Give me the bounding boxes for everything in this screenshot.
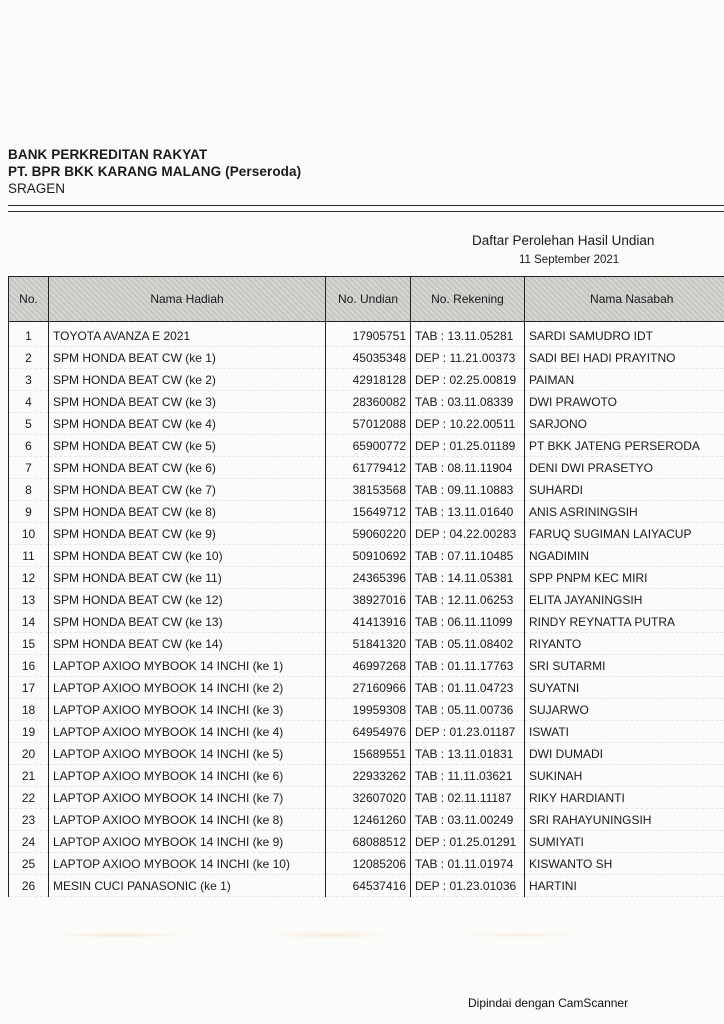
cell-nama-hadiah: SPM HONDA BEAT CW (ke 5) xyxy=(49,435,326,457)
table-row xyxy=(9,457,724,479)
cell-no-rekening: TAB : 02.11.11187 xyxy=(411,787,525,809)
cell-no-rekening: TAB : 09.11.10883 xyxy=(411,479,525,501)
cell-no: 1 xyxy=(9,322,49,347)
cell-nama-nasabah: SUMIYATI xyxy=(525,831,724,853)
cell-no: 3 xyxy=(9,369,49,391)
table-row xyxy=(9,611,724,633)
cell-nama-nasabah: NGADIMIN xyxy=(525,545,724,567)
cell-no-rekening: TAB : 13.11.05281 xyxy=(411,322,525,347)
header-rule-bottom xyxy=(8,211,724,212)
cell-no-undian: 59060220 xyxy=(326,523,411,545)
table-body xyxy=(9,322,724,897)
cell-nama-hadiah: LAPTOP AXIOO MYBOOK 14 INCHI (ke 5) xyxy=(49,743,326,765)
cell-nama-hadiah: SPM HONDA BEAT CW (ke 9) xyxy=(49,523,326,545)
header-nama-hadiah: Nama Hadiah xyxy=(49,277,326,322)
cell-nama-hadiah: LAPTOP AXIOO MYBOOK 14 INCHI (ke 10) xyxy=(49,853,326,875)
cell-nama-hadiah: TOYOTA AVANZA E 2021 xyxy=(49,322,326,347)
cell-no-rekening: TAB : 05.11.00736 xyxy=(411,699,525,721)
cell-nama-hadiah: SPM HONDA BEAT CW (ke 13) xyxy=(49,611,326,633)
cell-no: 18 xyxy=(9,699,49,721)
cell-no-rekening: TAB : 01.11.17763 xyxy=(411,655,525,677)
table-row xyxy=(9,589,724,611)
cell-no: 25 xyxy=(9,853,49,875)
cell-nama-hadiah: SPM HONDA BEAT CW (ke 2) xyxy=(49,369,326,391)
table-row xyxy=(9,831,724,853)
cell-no-rekening: TAB : 05.11.08402 xyxy=(411,633,525,655)
cell-no-undian: 19959308 xyxy=(326,699,411,721)
cell-nama-hadiah: MESIN CUCI PANASONIC (ke 1) xyxy=(49,875,326,897)
table-row xyxy=(9,413,724,435)
cell-no-rekening: TAB : 01.11.04723 xyxy=(411,677,525,699)
cell-no-undian: 64954976 xyxy=(326,721,411,743)
cell-no-undian: 12085206 xyxy=(326,853,411,875)
cell-no-undian: 28360082 xyxy=(326,391,411,413)
cell-no: 20 xyxy=(9,743,49,765)
cell-no-rekening: TAB : 12.11.06253 xyxy=(411,589,525,611)
cell-nama-nasabah: ISWATI xyxy=(525,721,724,743)
cell-no: 26 xyxy=(9,875,49,897)
cell-nama-nasabah: ANIS ASRININGSIH xyxy=(525,501,724,523)
cell-no: 13 xyxy=(9,589,49,611)
cell-no-undian: 64537416 xyxy=(326,875,411,897)
cell-no-rekening: DEP : 01.25.01189 xyxy=(411,435,525,457)
cell-nama-hadiah: LAPTOP AXIOO MYBOOK 14 INCHI (ke 8) xyxy=(49,809,326,831)
cell-no-undian: 27160966 xyxy=(326,677,411,699)
cell-nama-nasabah: SRI RAHAYUNINGSIH xyxy=(525,809,724,831)
cell-nama-hadiah: SPM HONDA BEAT CW (ke 12) xyxy=(49,589,326,611)
cell-nama-hadiah: SPM HONDA BEAT CW (ke 7) xyxy=(49,479,326,501)
cell-no: 15 xyxy=(9,633,49,655)
cell-no: 24 xyxy=(9,831,49,853)
table-row xyxy=(9,765,724,787)
table-row xyxy=(9,523,724,545)
cell-no: 12 xyxy=(9,567,49,589)
cell-nama-hadiah: SPM HONDA BEAT CW (ke 6) xyxy=(49,457,326,479)
table-row xyxy=(9,479,724,501)
camscanner-watermark: Dipindai dengan CamScanner xyxy=(468,996,629,1010)
document-date: 11 September 2021 xyxy=(519,254,620,266)
cell-nama-nasabah: PAIMAN xyxy=(525,369,724,391)
header-nama-nasabah: Nama Nasabah xyxy=(525,277,724,322)
cell-no: 2 xyxy=(9,347,49,369)
bank-type: BANK PERKREDITAN RAKYAT xyxy=(8,147,208,162)
cell-no: 5 xyxy=(9,413,49,435)
table-row xyxy=(9,743,724,765)
cell-no-undian: 50910692 xyxy=(326,545,411,567)
cell-nama-nasabah: RIYANTO xyxy=(525,633,724,655)
cell-no-rekening: TAB : 03.11.00249 xyxy=(411,809,525,831)
cell-nama-hadiah: LAPTOP AXIOO MYBOOK 14 INCHI (ke 4) xyxy=(49,721,326,743)
cell-nama-nasabah: PT BKK JATENG PERSERODA xyxy=(525,435,724,457)
cell-nama-nasabah: KISWANTO SH xyxy=(525,853,724,875)
prize-winners-table xyxy=(8,276,724,897)
bank-city: SRAGEN xyxy=(8,181,66,196)
table-row xyxy=(9,391,724,413)
cell-nama-hadiah: LAPTOP AXIOO MYBOOK 14 INCHI (ke 6) xyxy=(49,765,326,787)
cell-no: 4 xyxy=(9,391,49,413)
cell-nama-nasabah: SPP PNPM KEC MIRI xyxy=(525,567,724,589)
header-no-rekening: No. Rekening xyxy=(411,277,525,322)
table-row xyxy=(9,721,724,743)
cell-no-rekening: DEP : 11.21.00373 xyxy=(411,347,525,369)
cell-no-rekening: TAB : 03.11.08339 xyxy=(411,391,525,413)
cell-no-rekening: DEP : 01.25.01291 xyxy=(411,831,525,853)
table-row xyxy=(9,699,724,721)
cell-no-rekening: TAB : 11.11.03621 xyxy=(411,765,525,787)
table-row xyxy=(9,545,724,567)
table-row xyxy=(9,655,724,677)
letterhead xyxy=(8,146,301,197)
table-row xyxy=(9,677,724,699)
cell-nama-nasabah: SUYATNI xyxy=(525,677,724,699)
cell-no: 14 xyxy=(9,611,49,633)
cell-nama-nasabah: DENI DWI PRASETYO xyxy=(525,457,724,479)
cell-no-undian: 24365396 xyxy=(326,567,411,589)
cell-no: 23 xyxy=(9,809,49,831)
cell-no-rekening: TAB : 13.11.01831 xyxy=(411,743,525,765)
cell-no-undian: 65900772 xyxy=(326,435,411,457)
cell-nama-hadiah: LAPTOP AXIOO MYBOOK 14 INCHI (ke 1) xyxy=(49,655,326,677)
cell-no: 17 xyxy=(9,677,49,699)
cell-no-undian: 38927016 xyxy=(326,589,411,611)
cell-nama-nasabah: SRI SUTARMI xyxy=(525,655,724,677)
cell-no-undian: 45035348 xyxy=(326,347,411,369)
cell-no-rekening: DEP : 02.25.00819 xyxy=(411,369,525,391)
cell-no: 10 xyxy=(9,523,49,545)
table-row xyxy=(9,435,724,457)
cell-no: 8 xyxy=(9,479,49,501)
cell-nama-hadiah: LAPTOP AXIOO MYBOOK 14 INCHI (ke 3) xyxy=(49,699,326,721)
cell-no: 16 xyxy=(9,655,49,677)
bank-name: PT. BPR BKK KARANG MALANG (Perseroda) xyxy=(8,164,302,179)
cell-nama-hadiah: SPM HONDA BEAT CW (ke 11) xyxy=(49,567,326,589)
document-title: Daftar Perolehan Hasil Undian xyxy=(472,233,655,248)
header-rule-top xyxy=(8,205,724,206)
table-row xyxy=(9,369,724,391)
cell-no-undian: 12461260 xyxy=(326,809,411,831)
cell-no-rekening: TAB : 14.11.05381 xyxy=(411,567,525,589)
cell-nama-nasabah: DWI PRAWOTO xyxy=(525,391,724,413)
scan-stain xyxy=(0,910,724,950)
cell-no-rekening: DEP : 01.23.01187 xyxy=(411,721,525,743)
cell-nama-nasabah: ELITA JAYANINGSIH xyxy=(525,589,724,611)
cell-no: 6 xyxy=(9,435,49,457)
table-row xyxy=(9,322,724,347)
cell-no-undian: 15649712 xyxy=(326,501,411,523)
table-row xyxy=(9,853,724,875)
cell-no-undian: 17905751 xyxy=(326,322,411,347)
table-row xyxy=(9,809,724,831)
cell-no-rekening: TAB : 06.11.11099 xyxy=(411,611,525,633)
cell-nama-nasabah: RIKY HARDIANTI xyxy=(525,787,724,809)
cell-no-rekening: TAB : 07.11.10485 xyxy=(411,545,525,567)
cell-nama-nasabah: RINDY REYNATTA PUTRA xyxy=(525,611,724,633)
cell-nama-hadiah: SPM HONDA BEAT CW (ke 8) xyxy=(49,501,326,523)
cell-nama-nasabah: DWI DUMADI xyxy=(525,743,724,765)
cell-nama-nasabah: SARJONO xyxy=(525,413,724,435)
cell-nama-nasabah: SUKINAH xyxy=(525,765,724,787)
cell-no-undian: 57012088 xyxy=(326,413,411,435)
cell-no-undian: 61779412 xyxy=(326,457,411,479)
table-header-row xyxy=(9,277,724,322)
cell-nama-hadiah: LAPTOP AXIOO MYBOOK 14 INCHI (ke 7) xyxy=(49,787,326,809)
cell-no: 11 xyxy=(9,545,49,567)
cell-no-undian: 41413916 xyxy=(326,611,411,633)
cell-nama-hadiah: SPM HONDA BEAT CW (ke 10) xyxy=(49,545,326,567)
cell-nama-hadiah: SPM HONDA BEAT CW (ke 3) xyxy=(49,391,326,413)
cell-no-rekening: DEP : 01.23.01036 xyxy=(411,875,525,897)
table-row xyxy=(9,787,724,809)
header-no-undian: No. Undian xyxy=(326,277,411,322)
cell-nama-hadiah: SPM HONDA BEAT CW (ke 14) xyxy=(49,633,326,655)
cell-no: 19 xyxy=(9,721,49,743)
cell-no: 9 xyxy=(9,501,49,523)
cell-no-undian: 32607020 xyxy=(326,787,411,809)
cell-no-undian: 46997268 xyxy=(326,655,411,677)
cell-nama-nasabah: SUJARWO xyxy=(525,699,724,721)
cell-nama-nasabah: SARDI SAMUDRO IDT xyxy=(525,322,724,347)
cell-nama-hadiah: LAPTOP AXIOO MYBOOK 14 INCHI (ke 2) xyxy=(49,677,326,699)
cell-nama-hadiah: SPM HONDA BEAT CW (ke 4) xyxy=(49,413,326,435)
table-row xyxy=(9,347,724,369)
cell-no-undian: 15689551 xyxy=(326,743,411,765)
cell-no-undian: 51841320 xyxy=(326,633,411,655)
header-no: No. xyxy=(9,277,49,322)
cell-no-rekening: DEP : 04.22.00283 xyxy=(411,523,525,545)
cell-no: 21 xyxy=(9,765,49,787)
cell-nama-nasabah: FARUQ SUGIMAN LAIYACUP xyxy=(525,523,724,545)
cell-nama-hadiah: LAPTOP AXIOO MYBOOK 14 INCHI (ke 9) xyxy=(49,831,326,853)
cell-nama-nasabah: SADI BEI HADI PRAYITNO xyxy=(525,347,724,369)
cell-no-undian: 22933262 xyxy=(326,765,411,787)
cell-no-undian: 68088512 xyxy=(326,831,411,853)
cell-no: 22 xyxy=(9,787,49,809)
cell-nama-hadiah: SPM HONDA BEAT CW (ke 1) xyxy=(49,347,326,369)
cell-nama-nasabah: SUHARDI xyxy=(525,479,724,501)
cell-nama-nasabah: HARTINI xyxy=(525,875,724,897)
table-row xyxy=(9,875,724,897)
table-row xyxy=(9,633,724,655)
cell-no-undian: 42918128 xyxy=(326,369,411,391)
cell-no-rekening: DEP : 10.22.00511 xyxy=(411,413,525,435)
cell-no-undian: 38153568 xyxy=(326,479,411,501)
cell-no-rekening: TAB : 08.11.11904 xyxy=(411,457,525,479)
cell-no-rekening: TAB : 01.11.01974 xyxy=(411,853,525,875)
cell-no-rekening: TAB : 13.11.01640 xyxy=(411,501,525,523)
table-row xyxy=(9,501,724,523)
table-row xyxy=(9,567,724,589)
cell-no: 7 xyxy=(9,457,49,479)
